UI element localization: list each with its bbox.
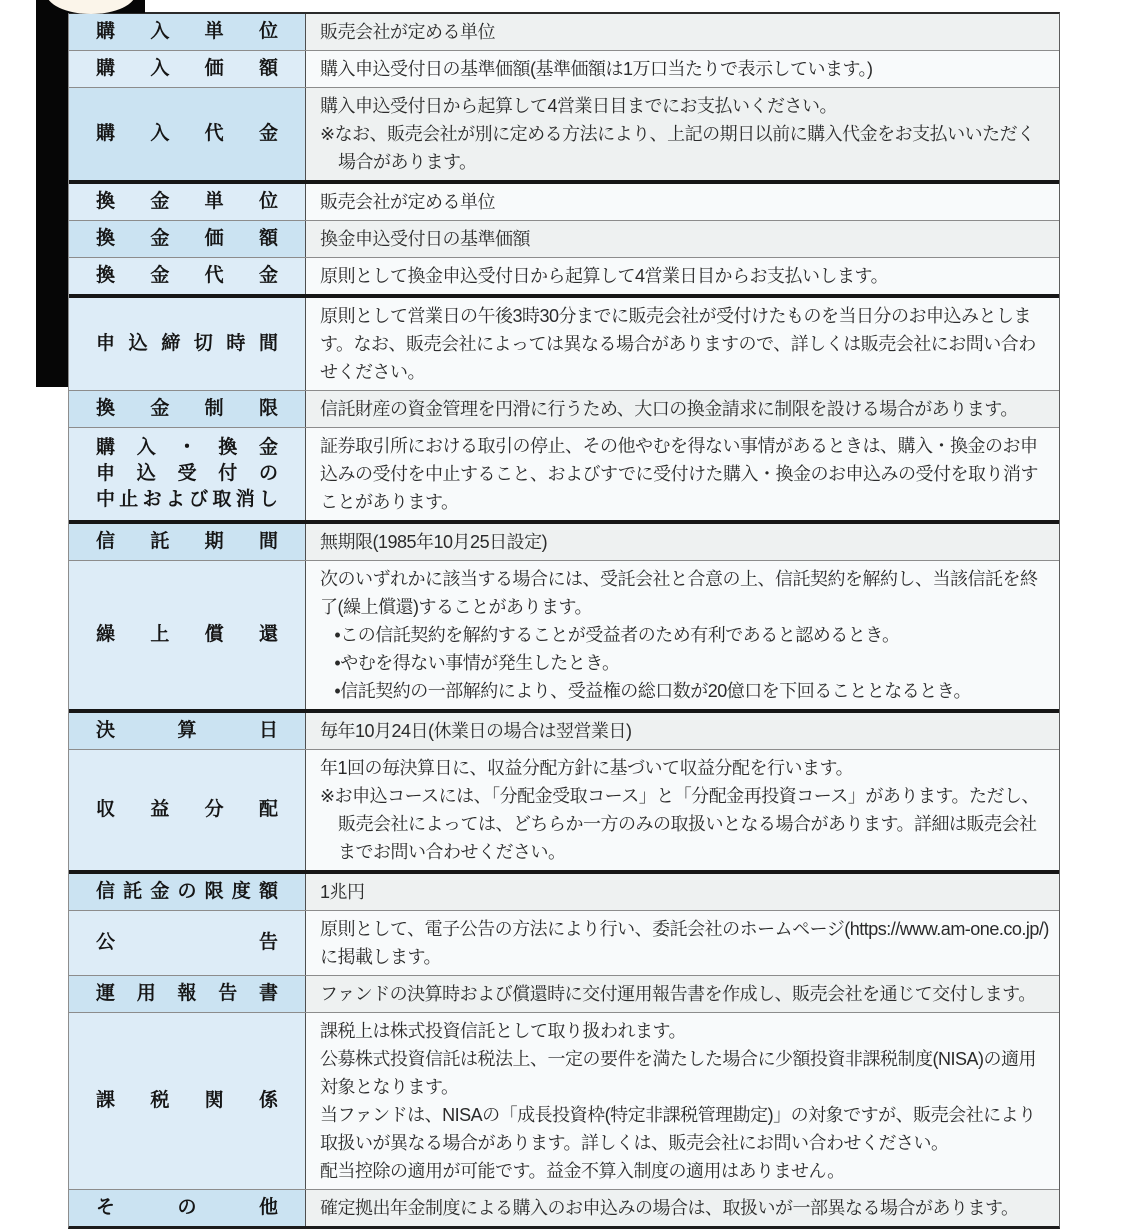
table-row-early-redemption (69, 560, 1059, 709)
content-p: 原則として営業日の午後3時30分までに販売会社が受付けたものを当日分のお申込みとします。なお、販売会社によっては異なる場合がありますので、詳しくは販売会社にお問い合わせください。 (320, 306, 1036, 382)
table-row-application-deadline (69, 294, 1059, 390)
content-bullet: •この信託契約を解約することが受益者のため有利であると認めるとき。 (334, 625, 900, 645)
row-label-others (69, 1190, 306, 1226)
row-label-line: 換 金 価 額 (96, 228, 278, 249)
row-label-early-redemption (69, 561, 306, 709)
content-p: 次のいずれかに該当する場合には、受託会社と合意の上、信託契約を解約し、当該信託を終了(繰上償還)することがあります。 (320, 569, 1038, 617)
row-label-line: 課 税 関 係 (96, 1090, 278, 1111)
row-label-line: 換 金 制 限 (96, 398, 278, 419)
row-label-line: 信 託 期 間 (96, 531, 278, 552)
content-bullet: •信託契約の一部解約により、受益権の総口数が20億口を下回ることとなるとき。 (334, 681, 971, 701)
table-row-redemption-payment (69, 257, 1059, 294)
content-p: 確定拠出年金制度による購入のお申込みの場合は、取扱いが一部異なる場合があります。 (320, 1198, 1019, 1218)
table-row-redemption-restriction (69, 390, 1059, 427)
row-content-others (306, 1190, 1059, 1226)
row-label-redemption-price (69, 221, 306, 257)
table-row-suspension-cancellation (69, 427, 1059, 520)
table-row-purchase-payment (69, 87, 1059, 180)
row-label-line: 信 託 金 の 限 度 額 (96, 881, 278, 902)
table-row-taxation (69, 1012, 1059, 1189)
row-label-purchase-unit (69, 14, 306, 50)
content-note: ※なお、販売会社が別に定める方法により、上記の期日以前に購入代金をお支払いいただく場合があります。 (320, 124, 1035, 172)
content-p: 年1回の毎決算日に、収益分配方針に基づいて収益分配を行います。 (320, 758, 854, 778)
row-content-trust-period (306, 524, 1059, 560)
row-label-suspension-cancellation (69, 428, 306, 520)
row-label-redemption-unit (69, 184, 306, 220)
application-memo-table (68, 12, 1060, 1229)
row-content-purchase-payment (306, 88, 1059, 180)
content-p: 信託財産の資金管理を円滑に行うため、大口の換金請求に制限を設ける場合があります。 (320, 399, 1018, 419)
row-label-line: 購 入 価 額 (96, 58, 278, 79)
row-label-income-distribution (69, 750, 306, 870)
content-p: 換金申込受付日の基準価額 (320, 229, 530, 249)
row-label-line: 申 込 締 切 時 間 (96, 333, 278, 354)
row-label-redemption-payment (69, 258, 306, 294)
table-row-income-distribution (69, 749, 1059, 870)
row-label-taxation (69, 1013, 306, 1189)
content-p: 原則として、電子公告の方法により行い、委託会社のホームページ(https://www.am-one.co.jp/)に掲載します。 (320, 919, 1049, 967)
content-p: ファンドの決算時および償還時に交付運用報告書を作成し、販売会社を通じて交付します。 (320, 984, 1036, 1004)
table-row-public-notice (69, 910, 1059, 975)
row-content-purchase-price (306, 51, 1059, 87)
table-row-redemption-price (69, 220, 1059, 257)
content-note: ※お申込コースには、「分配金受取コース」と「分配金再投資コース」があります。ただし、販売会社によっては、どちらか一方のみの取扱いとなる場合があります。詳細は販売会社までお問い合わせください。 (320, 786, 1039, 862)
row-content-purchase-unit (306, 14, 1059, 50)
row-label-application-deadline (69, 298, 306, 390)
row-label-purchase-payment (69, 88, 306, 180)
content-p: 無期限(1985年10月25日設定) (320, 532, 548, 552)
table-row-redemption-unit (69, 180, 1059, 220)
row-label-line: 決 算 日 (96, 720, 278, 741)
content-p: 課税上は株式投資信託として取り扱われます。 (320, 1021, 687, 1041)
content-p: 当ファンドは、NISAの「成長投資枠(特定非課税管理勘定)」の対象ですが、販売会社により取扱いが異なる場合があります。詳しくは、販売会社にお問い合わせください。 (320, 1105, 1036, 1153)
content-p: 購入申込受付日から起算して4営業日目までにお支払いください。 (320, 96, 838, 116)
content-p: 販売会社が定める単位 (320, 22, 495, 42)
content-p: 原則として換金申込受付日から起算して4営業日目からお支払いします。 (320, 266, 889, 286)
content-p: 毎年10月24日(休業日の場合は翌営業日) (320, 721, 632, 741)
row-label-trust-limit (69, 874, 306, 910)
row-content-redemption-restriction (306, 391, 1059, 427)
row-label-management-report (69, 976, 306, 1012)
row-label-line: 繰 上 償 還 (96, 624, 278, 645)
row-content-income-distribution (306, 750, 1059, 870)
row-content-settlement-date (306, 713, 1059, 749)
row-label-line: 収 益 分 配 (96, 799, 278, 820)
content-p: 販売会社が定める単位 (320, 192, 495, 212)
row-label-line: 購 入 ・ 換 金 (96, 437, 278, 458)
row-label-redemption-restriction (69, 391, 306, 427)
row-label-trust-period (69, 524, 306, 560)
table-row-trust-period (69, 520, 1059, 560)
table-row-settlement-date (69, 709, 1059, 749)
content-p: 購入申込受付日の基準価額(基準価額は1万口当たりで表示しています。) (320, 59, 873, 79)
row-label-line: 購 入 単 位 (96, 21, 278, 42)
content-p: 1兆円 (320, 882, 365, 902)
table-row-trust-limit (69, 870, 1059, 910)
row-label-line: 公 告 (96, 932, 278, 953)
content-p: 公募株式投資信託は税法上、一定の要件を満たした場合に少額投資非課税制度(NISA)の適用対象となります。 (320, 1049, 1036, 1097)
row-content-redemption-price (306, 221, 1059, 257)
row-label-purchase-price (69, 51, 306, 87)
row-label-line: 換 金 代 金 (96, 265, 278, 286)
table-row-purchase-price (69, 50, 1059, 87)
row-label-public-notice (69, 911, 306, 975)
row-content-taxation (306, 1013, 1059, 1189)
row-content-suspension-cancellation (306, 428, 1059, 520)
row-content-application-deadline (306, 298, 1059, 390)
content-p: 配当控除の適用が可能です。益金不算入制度の適用はありません。 (320, 1161, 845, 1181)
row-content-redemption-unit (306, 184, 1059, 220)
content-p: 証券取引所における取引の停止、その他やむを得ない事情があるときは、購入・換金のお申込みの受付を中止すること、およびすでに受付けた購入・換金のお申込みの受付を取り消すことがあります。 (320, 436, 1039, 512)
row-content-public-notice (306, 911, 1059, 975)
side-tab-bar (36, 0, 68, 387)
row-label-line: 申 込 受 付 の (96, 463, 278, 484)
row-label-line: 換 金 単 位 (96, 191, 278, 212)
row-content-early-redemption (306, 561, 1059, 709)
row-label-line: そ の 他 (96, 1197, 278, 1218)
row-content-trust-limit (306, 874, 1059, 910)
table-row-management-report (69, 975, 1059, 1012)
row-label-line: 購 入 代 金 (96, 123, 278, 144)
row-content-redemption-payment (306, 258, 1059, 294)
table-row-others (69, 1189, 1059, 1226)
table-row-purchase-unit (69, 14, 1059, 50)
content-bullet: •やむを得ない事情が発生したとき。 (334, 653, 620, 673)
row-content-management-report (306, 976, 1059, 1012)
row-label-line: 中 止 お よ び 取 消 し (96, 489, 278, 510)
row-label-settlement-date (69, 713, 306, 749)
row-label-line: 運 用 報 告 書 (96, 983, 278, 1004)
